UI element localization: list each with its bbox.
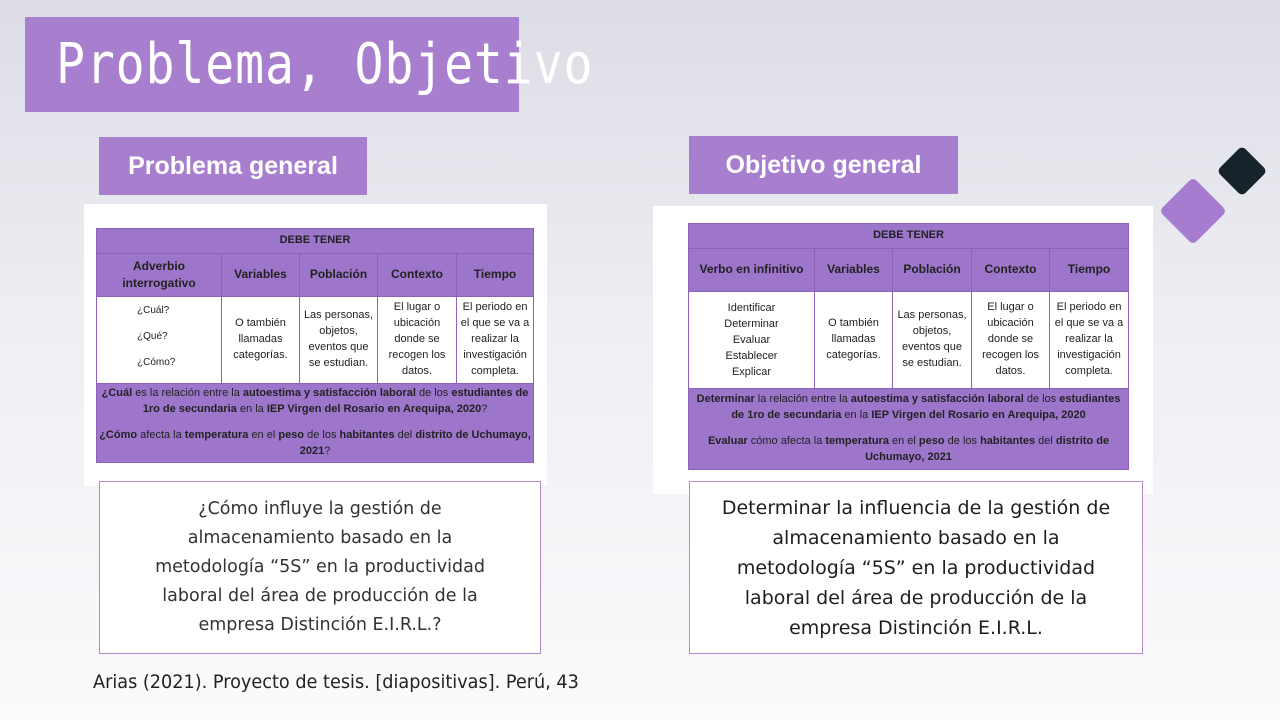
objective-structure-table-image [653,206,1153,494]
objective-structure-table [688,223,1129,470]
column-header: Población [300,254,378,297]
example-line: ¿Cómo afecta la temperatura en el peso de los habitantes del distrito de Uchumayo, 2021? [99,429,531,457]
objective-statement-box [689,481,1143,654]
list-item: Establecer [725,350,778,362]
slide-title: Problema, Objetivo [55,32,594,97]
purple-diamond-decoration [1159,177,1227,245]
column-header: Variables [815,249,893,292]
table-cell: Las personas, objetos, eventos que se estudian. [300,297,378,384]
list-item: Identificar [727,302,776,314]
problem-structure-table [96,228,534,463]
problem-general-label: Problema general [99,137,367,195]
example-line: ¿Cuál es la relación entre la autoestima y satisfacción laboral de los estudiantes de 1ro de secundaria en la IEP Virgen del Rosario en Arequipa, 2020? [101,387,529,416]
example-line: Determinar la relación entre la autoestima y satisfacción laboral de los estudiantes de 1ro de secundaria en la IEP Virgen del Rosario en Arequipa, 2020 [696,393,1121,422]
table-cell: Las personas, objetos, eventos que se estudian. [893,292,972,389]
column-header: Verbo en infinitivo [689,249,815,292]
list-item: Evaluar [732,334,771,346]
list-item: ¿Cuál? [137,305,170,316]
table-cell: El lugar o ubicación donde se recogen los datos. [378,297,457,384]
column-header: Población [893,249,972,292]
example-line: Evaluar cómo afecta la temperatura en el peso de los habitantes del distrito de Uchumayo, 2021 [707,435,1110,463]
list-item: Determinar [724,318,779,330]
objective-general-label: Objetivo general [689,136,958,194]
list-item: ¿Qué? [137,331,168,342]
table-header-debe-tener: DEBE TENER [689,224,1129,249]
column-header: Tiempo [457,254,534,297]
dark-diamond-decoration [1217,146,1268,197]
column-header: Tiempo [1050,249,1129,292]
examples-cell [689,389,1129,470]
column-header: Contexto [972,249,1050,292]
column-header: Adverbio interrogativo [97,254,222,297]
table-cell: El lugar o ubicación donde se recogen los datos. [972,292,1050,389]
table-cell: O también llamadas categorías. [222,297,300,384]
table-cell: El periodo en el que se va a realizar la investigación completa. [1050,292,1129,389]
examples-cell [97,384,534,463]
table-header-debe-tener: DEBE TENER [97,229,534,254]
objective-statement-text: Determinar la influencia de la gestión de almacenamiento basado en la metodología “5S” en la productividad laboral del área de producción de la empresa Distinción E.I.R.L. [721,496,1111,639]
source-citation: Arias (2021). Proyecto de tesis. [diapositivas]. Perú, 43 [93,671,579,693]
column-header: Variables [222,254,300,297]
problem-structure-table-image [84,204,547,486]
column-header: Contexto [378,254,457,297]
table-cell: El periodo en el que se va a realizar la investigación completa. [457,297,534,384]
slide-title-box [25,17,594,112]
problem-statement-box [99,481,541,654]
problem-statement-text: ¿Cómo influye la gestión de almacenamiento basado en la metodología “5S” en la productividad laboral del área de producción de la empresa Distinción E.I.R.L.? [155,499,485,635]
table-cell: O también llamadas categorías. [815,292,893,389]
verb-list [689,292,815,389]
adverb-list [97,297,222,384]
list-item: ¿Cómo? [137,357,176,368]
list-item: Explicar [731,366,772,378]
